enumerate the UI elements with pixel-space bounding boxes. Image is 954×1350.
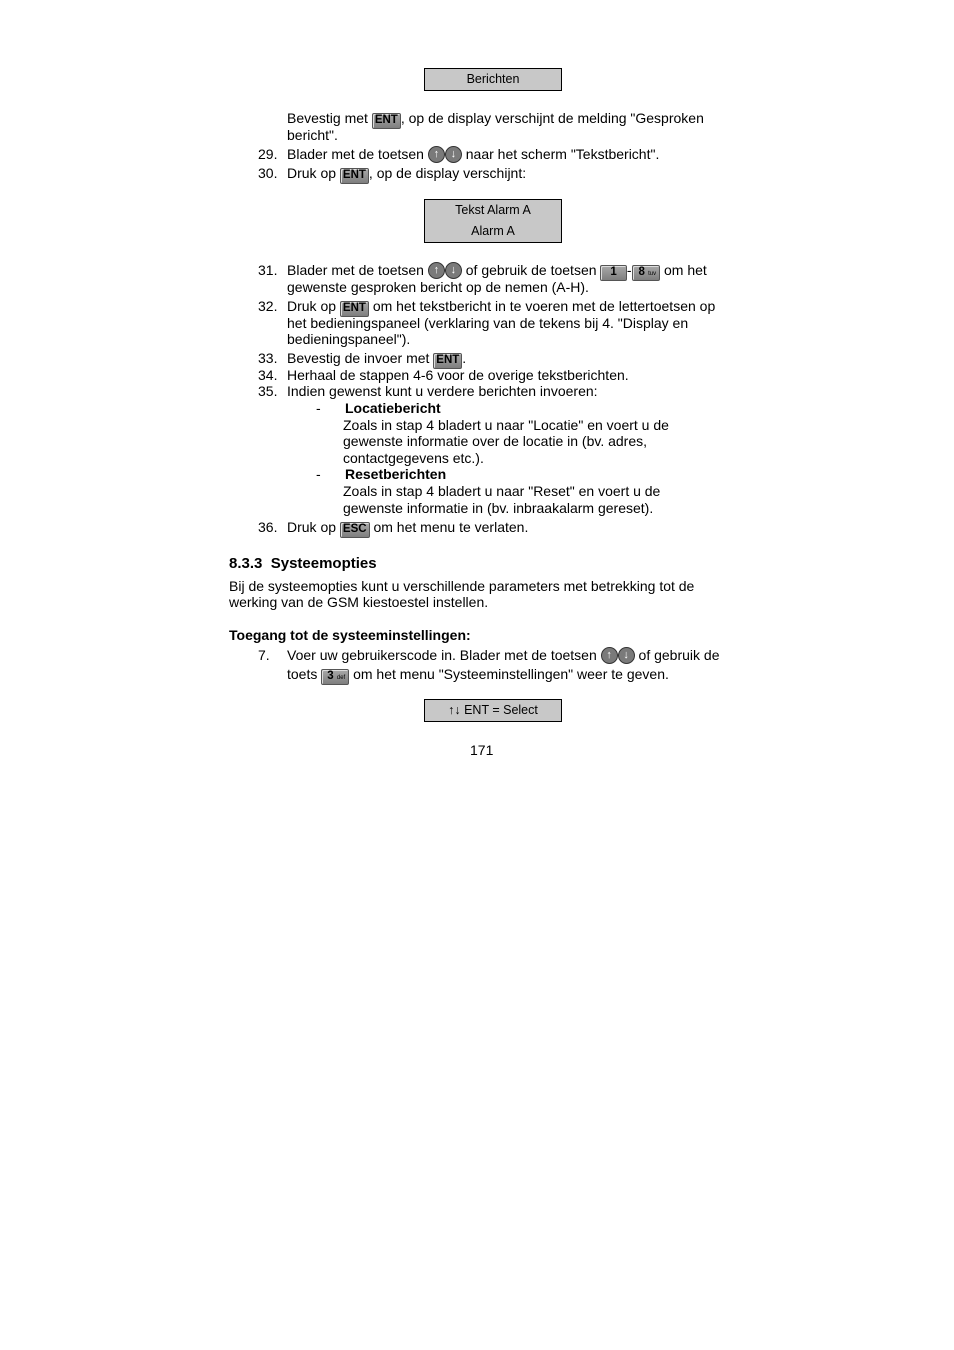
arrow-down-icon: ↓ [445,262,462,279]
access-heading: Toegang tot de systeeminstellingen: [229,627,471,643]
locatiebericht-line-1: Zoals in stap 4 bladert u naar "Locatie" en voert u de [343,417,669,433]
step-31-cont: gewenste gesproken bericht op de nemen (A-H). [287,279,589,295]
bullet-dash: - [316,400,321,416]
step-30-text: Druk op ENT , op de display verschijnt: [287,165,526,187]
arrow-down-icon: ↓ [445,146,462,163]
intro-line-1: Bij de systeemopties kunt u verschillende parameters met betrekking tot de [229,578,695,594]
step-35: 35. [258,383,278,399]
step-32-cont-2: bedieningspaneel"). [287,331,411,347]
lcd-display-tekst-alarm [424,199,562,243]
key-8-icon: 8 tuv [632,265,661,281]
step-33: 33. [258,350,278,366]
step-7-cont: toets 3 def om het menu "Systeeminstellingen" weer te geven. [287,666,669,688]
step-7: 7. [258,647,270,663]
intro-line-2: werking van de GSM kiestoestel instellen. [229,594,489,610]
key-1-icon: 1 [600,265,626,281]
arrow-up-icon: ↑ [601,647,618,664]
locatiebericht-title: Locatiebericht [345,400,441,416]
step-34: 34. [258,367,278,383]
step-7-text: Voer uw gebruikerscode in. Blader met de toetsen ↑ ↓ of gebruik de [287,647,720,663]
ent-key-icon: ENT [433,353,462,369]
paragraph-confirm-cont: bericht". [287,127,338,143]
lcd-line-1: Tekst Alarm A [455,203,531,217]
step-29-text: Blader met de toetsen ↑ ↓ naar het scherm "Tekstbericht". [287,146,660,162]
step-30: 30. [258,165,278,181]
locatiebericht-line-3: contactgegevens etc.). [343,450,484,466]
step-32: 32. [258,298,278,314]
lcd-line: Berichten [466,72,520,86]
page-number: 171 [470,742,494,758]
step-35-text: Indien gewenst kunt u verdere berichten invoeren: [287,383,598,399]
lcd-display-select [424,699,562,722]
key-3-icon: 3 def [321,669,349,685]
lcd-display-berichten [424,68,562,91]
step-34-text: Herhaal de stappen 4-6 voor de overige tekstberichten. [287,367,629,383]
arrow-up-icon: ↑ [428,146,445,163]
step-29: 29. [258,146,278,162]
step-31-text: Blader met de toetsen ↑ ↓ of gebruik de toetsen 1 - 8 tuv om het [287,262,707,284]
ent-key-icon: ENT [340,168,369,184]
step-36: 36. [258,519,278,535]
arrow-up-icon: ↑ [428,262,445,279]
step-32-cont-1: het bedieningspaneel (verklaring van de tekens bij 4. "Display en [287,315,689,331]
lcd-line: ↑↓ ENT = Select [448,703,538,717]
step-33-text: Bevestig de invoer met ENT . [287,350,466,372]
ent-key-icon: ENT [372,113,401,129]
resetberichten-line-1: Zoals in stap 4 bladert u naar "Reset" en voert u de [343,483,661,499]
ent-key-icon: ENT [340,301,369,317]
bullet-dash: - [316,466,321,482]
section-heading: 8.3.3 Systeemopties [229,555,377,572]
step-32-text: Druk op ENT om het tekstbericht in te voeren met de lettertoetsen op [287,298,715,320]
arrow-down-icon: ↓ [618,647,635,664]
esc-key-icon: ESC [340,522,370,538]
step-31: 31. [258,262,278,278]
locatiebericht-line-2: gewenste informatie over de locatie in (bv. adres, [343,433,648,449]
lcd-line-2: Alarm A [471,224,515,238]
resetberichten-line-2: gewenste informatie in (bv. inbraakalarm gereset). [343,500,654,516]
step-36-text: Druk op ESC om het menu te verlaten. [287,519,528,541]
paragraph-confirm: Bevestig met ENT , op de display verschijnt de melding "Gesproken [287,110,704,132]
resetberichten-title: Resetberichten [345,466,447,482]
